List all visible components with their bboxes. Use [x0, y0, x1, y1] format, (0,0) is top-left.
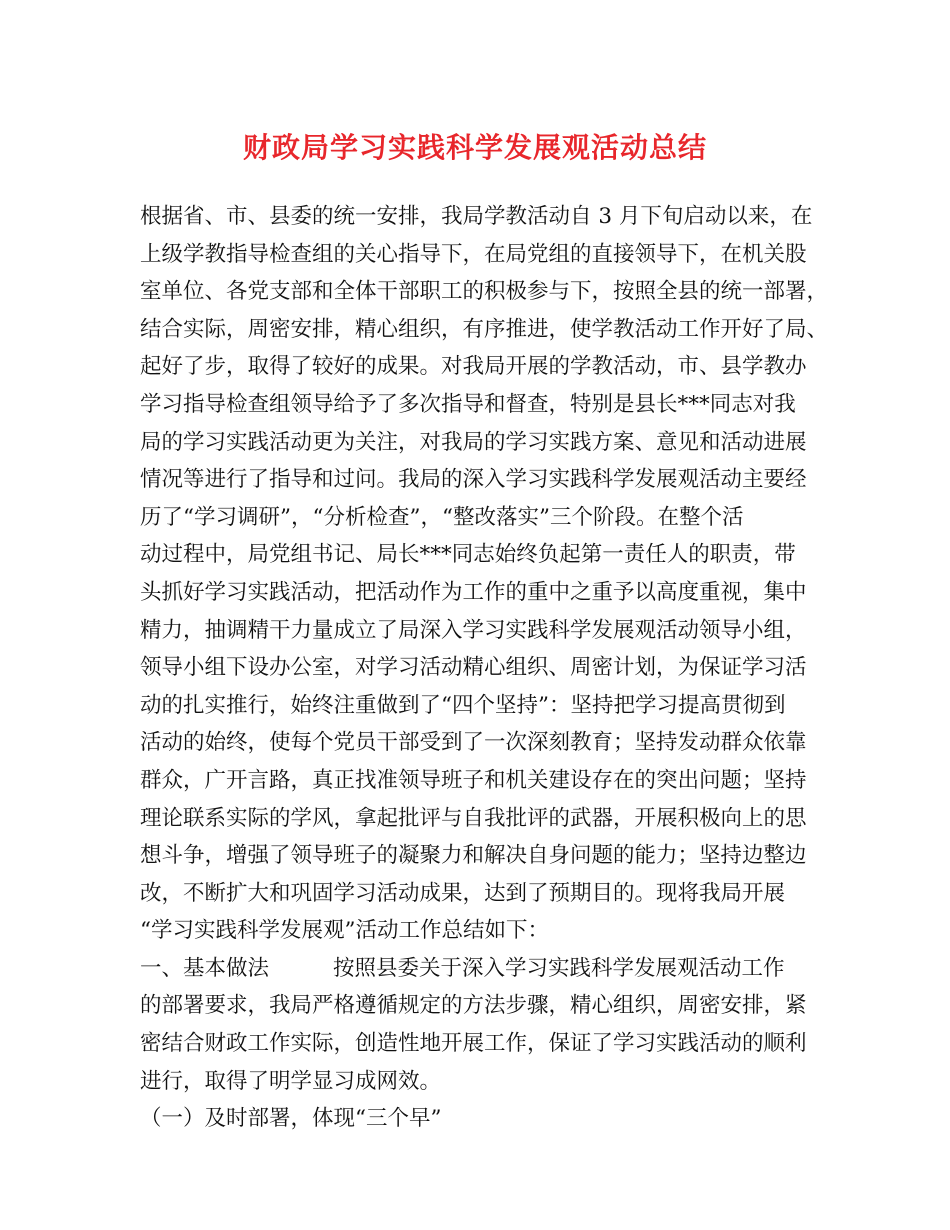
body-line: 动的扎实推行，始终注重做到了“四个坚持”：坚持把学习提高贯彻到 — [140, 692, 786, 718]
document-title: 财政局学习实践科学发展观活动总结 — [242, 131, 707, 164]
body-line: 学习指导检查组领导给予了多次指导和督查，特别是县长***同志对我 — [140, 391, 796, 417]
body-line: 活动的始终，使每个党员干部受到了一次深刻教育；坚持发动群众依靠 — [140, 730, 807, 756]
body-line: 室单位、各党支部和全体干部职工的积极参与下，按照全县的统一部署， — [140, 279, 829, 305]
body-line: 改，不断扩大和巩固学习活动成果，达到了预期目的。现将我局开展 — [140, 880, 786, 906]
body-line: 情况等进行了指导和过问。我局的深入学习实践科学发展观活动主要经 — [140, 467, 807, 493]
body-line: 头抓好学习实践活动，把活动作为工作的重中之重予以高度重视，集中 — [140, 579, 807, 605]
document-body — [140, 198, 829, 1138]
body-line: 局的学习实践活动更为关注，对我局的学习实践方案、意见和活动进展 — [140, 429, 807, 455]
subsection-1-heading: （一）及时部署，体现“三个早” — [140, 1106, 442, 1132]
body-line: 群众，广开言路，真正找准领导班子和机关建设存在的突出问题；坚持 — [140, 767, 807, 793]
section-1-first-line — [140, 950, 820, 988]
body-line: 进行，取得了明学显习成网效。 — [140, 1068, 442, 1094]
section-1-text: 按照县委关于深入学习实践科学发展观活动工作 — [333, 955, 785, 981]
body-line: 历了“学习调研”，“分析检查”，“整改落实”三个阶段。在整个活 — [140, 504, 744, 530]
body-line: 结合实际，周密安排，精心组织，有序推进，使学教活动工作开好了局、 — [140, 316, 829, 342]
body-line: 理论联系实际的学风，拿起批评与自我批评的武器，开展积极向上的思 — [140, 805, 807, 831]
body-line: 精力，抽调精干力量成立了局深入学习实践科学发展观活动领导小组， — [140, 617, 807, 643]
section-1-heading: 一、基本做法 — [140, 955, 270, 981]
body-line: 根据省、市、县委的统一安排，我局学教活动自 3 月下旬启动以来，在 — [140, 204, 813, 229]
body-line: 领导小组下设办公室，对学习活动精心组织、周密计划，为保证学习活 — [140, 655, 807, 681]
body-line: “学习实践科学发展观”活动工作总结如下： — [140, 918, 549, 944]
body-line: 密结合财政工作实际，创造性地开展工作，保证了学习实践活动的顺利 — [140, 1031, 807, 1057]
body-line: 上级学教指导检查组的关心指导下，在局党组的直接领导下，在机关股 — [140, 241, 807, 267]
body-line: 想斗争，增强了领导班子的凝聚力和解决自身问题的能力；坚持边整边 — [140, 843, 807, 869]
body-line: 起好了步，取得了较好的成果。对我局开展的学教活动，市、县学教办 — [140, 354, 807, 380]
body-line: 的部署要求，我局严格遵循规定的方法步骤，精心组织，周密安排，紧 — [140, 993, 807, 1019]
body-line: 动过程中，局党组书记、局长***同志始终负起第一责任人的职责，带 — [140, 542, 796, 568]
